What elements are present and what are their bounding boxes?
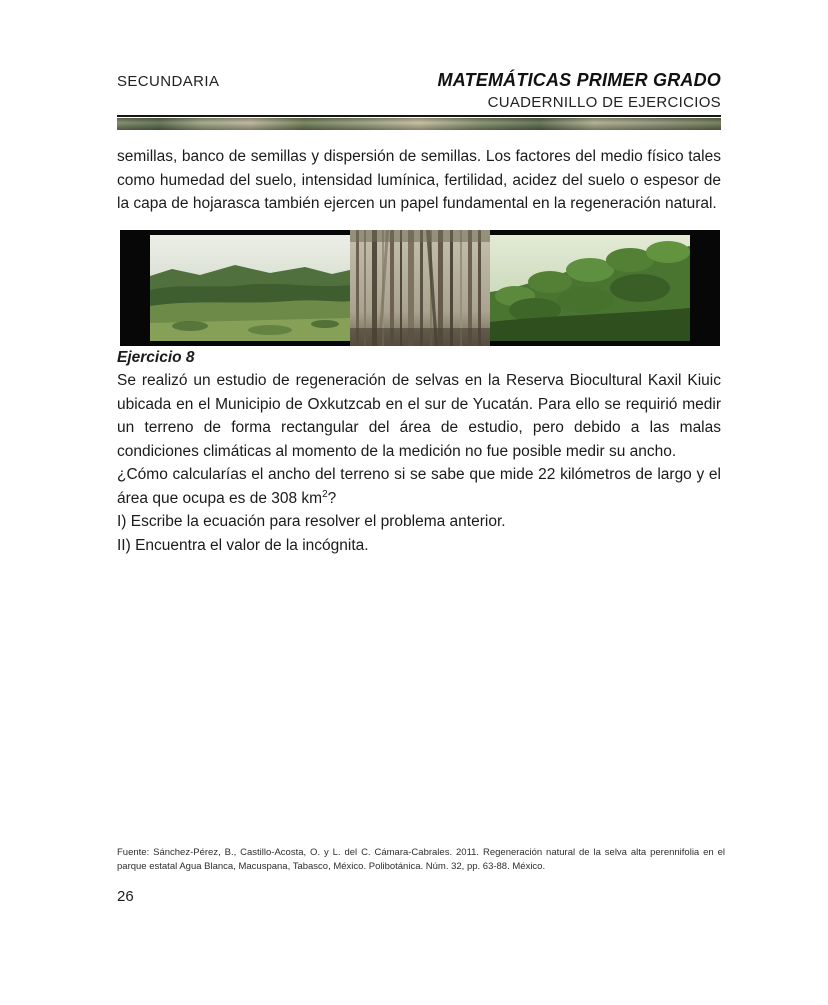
- header-divider: [117, 115, 721, 117]
- question-mark: ?: [327, 489, 337, 507]
- exercise-paragraph: Se realizó un estudio de regeneración de selvas en la Reserva Biocultural Kaxil Kiuic ubicada en el Municipio de Oxkutzcab en el sur de Yucatán. Para ello se requirió medir un terreno de forma rectangular del área de estudio, pero debido a las malas condiciones climáticas al momento de la medición no fue posible medir su ancho.: [117, 372, 721, 460]
- exercise-question: [117, 463, 721, 510]
- intro-paragraph: semillas, banco de semillas y dispersión de semillas. Los factores del medio físico tales como humedad del suelo, intensidad lumínica, fertilidad, acidez del suelo o espesor de la capa de hojarasca también ejercen un papel fundamental en la regeneración natural.: [117, 148, 721, 213]
- header-row: [117, 70, 721, 91]
- exercise-item-one: I) Escribe la ecuación para resolver el problema anterior.: [117, 513, 506, 531]
- photo-forest-canopy: [490, 235, 690, 341]
- header-section-label: SECUNDARIA: [117, 73, 220, 90]
- exercise-heading: Ejercicio 8: [117, 348, 195, 366]
- photo-tree-trunks: [350, 230, 490, 346]
- header-title: MATEMÁTICAS PRIMER GRADO: [437, 70, 721, 90]
- page-header: [117, 70, 721, 130]
- page-content: [117, 145, 721, 558]
- source-citation: Fuente: Sánchez-Pérez, B., Castillo-Acosta, O. y L. del C. Cámara-Cabrales. 2011. Regeneración natural de la selva alta perennifolia en el parque estatal Agua Blanca, Macuspana, Tabasco, México. Polibotánica. Núm. 32, pp. 63-88. México.: [117, 847, 725, 873]
- question-text: ¿Cómo calcularías el ancho del terreno si se sabe que mide 22 kilómetros de largo y el área que ocupa es de 308 km: [117, 466, 721, 507]
- question-superscript: 2: [322, 488, 328, 500]
- header-subtitle: CUADERNILLO DE EJERCICIOS: [487, 94, 721, 111]
- exercise-item-two: II) Encuentra el valor de la incógnita.: [117, 537, 369, 555]
- page-number: 26: [117, 888, 134, 905]
- photo-landscape: [150, 235, 350, 341]
- header-banner-image: [117, 118, 721, 130]
- forest-panorama-svg: [120, 230, 720, 346]
- forest-panorama-image: [120, 230, 720, 346]
